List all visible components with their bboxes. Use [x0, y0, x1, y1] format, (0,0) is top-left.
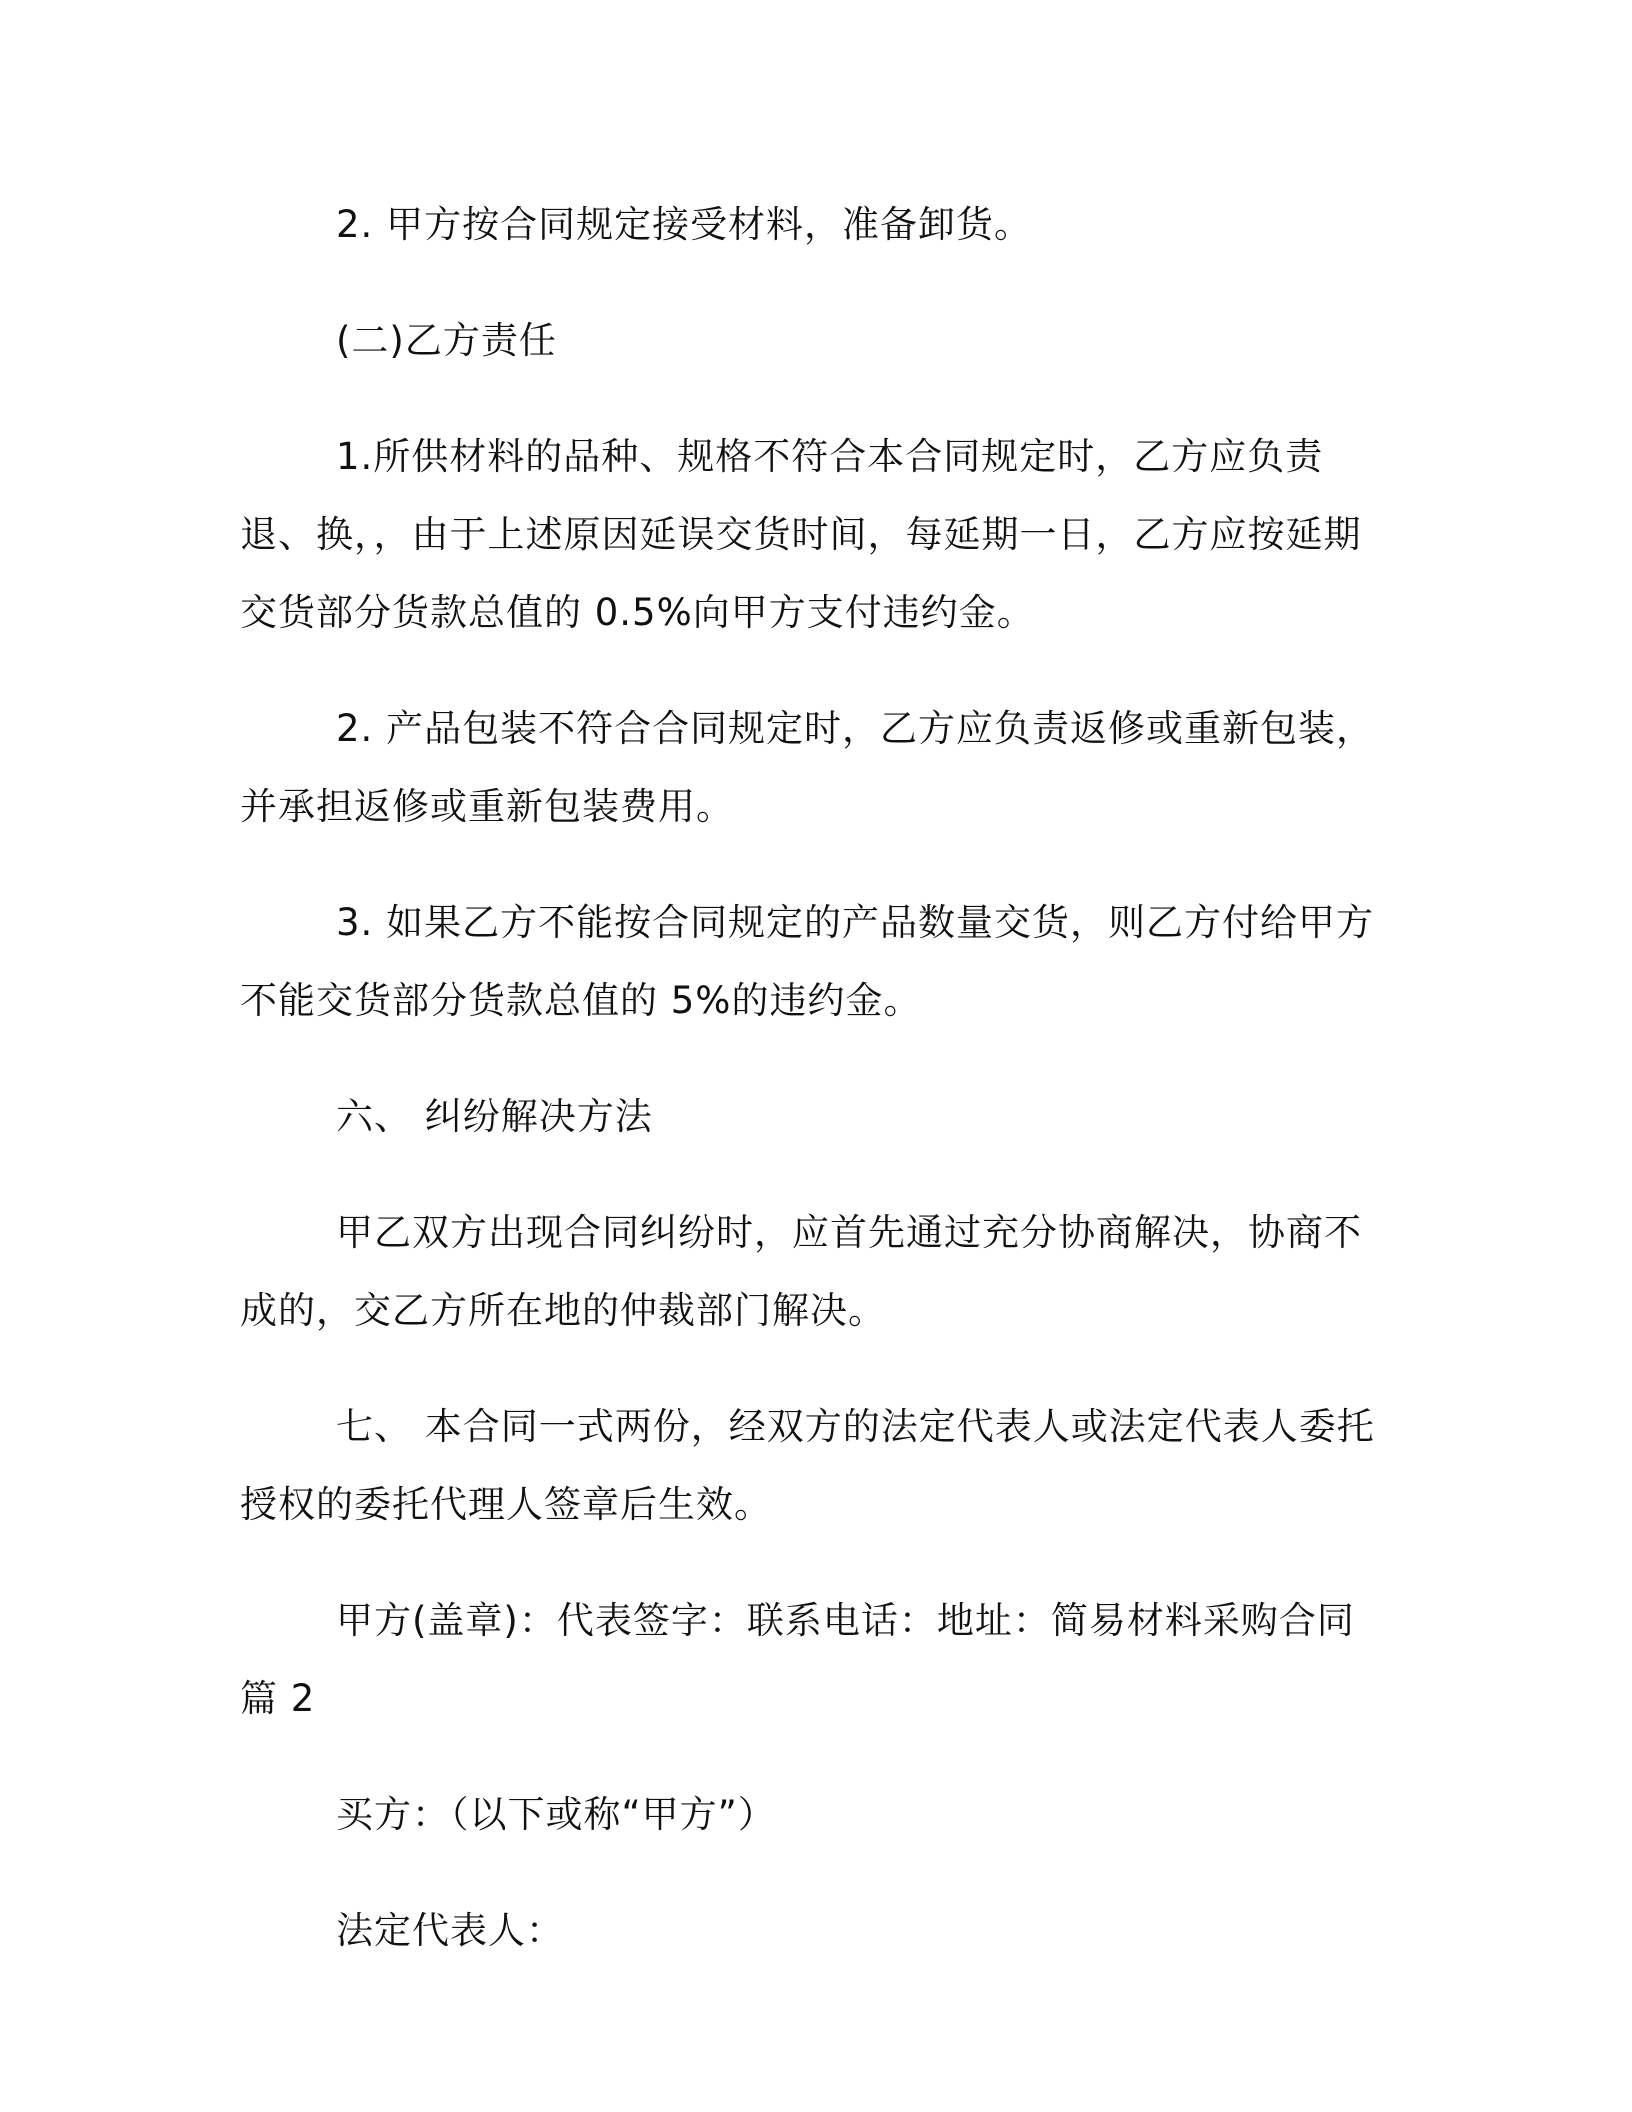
- paragraph-copies-effective: 七、 本合同一式两份，经双方的法定代表人或法定代表人委托授权的委托代理人签章后生效。: [240, 1405, 1375, 1526]
- heading-dispute-resolution: 六、 纠纷解决方法: [336, 1095, 653, 1138]
- heading-seller-responsibility: (二)乙方责任: [336, 319, 557, 362]
- document-body: [240, 186, 1390, 2008]
- paragraph-legal-representative: 法定代表人：: [336, 1909, 564, 1952]
- paragraph-seller-duty-1: 1.所供材料的品种、规格不符合本合同规定时，乙方应负责退、换，，由于上述原因延误交货时间，每延期一日，乙方应按延期交货部分货款总值的 0.5%向甲方支付违约金。: [240, 435, 1362, 634]
- paragraph-dispute-resolution: 甲乙双方出现合同纠纷时，应首先通过充分协商解决，协商不成的，交乙方所在地的仲裁部门解决。: [240, 1211, 1362, 1332]
- paragraph-seller-duty-2: 2. 产品包装不符合合同规定时，乙方应负责返修或重新包装，并承担返修或重新包装费用。: [240, 707, 1375, 828]
- paragraph-buyer-party: 买方：（以下或称“甲方”）: [336, 1793, 776, 1836]
- paragraph-buyer-duty-2: 2. 甲方按合同规定接受材料，准备卸货。: [336, 203, 1033, 246]
- paragraph-seller-duty-3: 3. 如果乙方不能按合同规定的产品数量交货，则乙方付给甲方不能交货部分货款总值的 5%的违约金。: [240, 901, 1375, 1022]
- paragraph-signature-block: 甲方(盖章)：代表签字：联系电话：地址：简易材料采购合同 篇 2: [240, 1599, 1355, 1720]
